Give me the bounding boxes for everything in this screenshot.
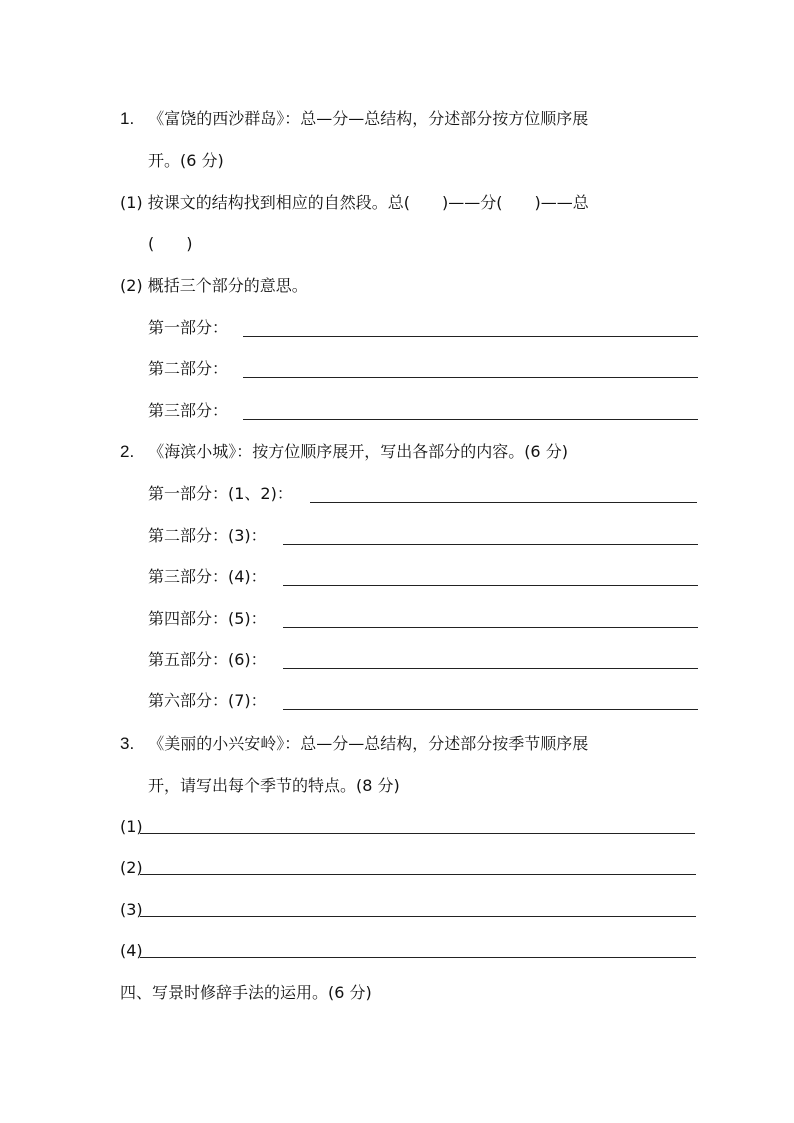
q2-part-3-label: 第三部分：(4)： — [148, 567, 267, 586]
q1-part-1-label: 第一部分： — [148, 318, 229, 337]
q2-part-4-answer-line[interactable] — [283, 627, 698, 628]
question-1-text-continued: 开。(6 分) — [148, 151, 224, 170]
q1-part-3-answer-line[interactable] — [243, 419, 698, 420]
question-2-text: 《海滨小城》：按方位顺序展开，写出各部分的内容。(6 分) — [148, 442, 568, 461]
question-1-sub2: (2) 概括三个部分的意思。 — [120, 276, 308, 295]
question-3-text: 《美丽的小兴安岭》：总—分—总结构，分述部分按季节顺序展 — [148, 734, 589, 753]
q1-part-2-answer-line[interactable] — [243, 377, 698, 378]
q1-part-2-label: 第二部分： — [148, 359, 229, 378]
q2-part-2-answer-line[interactable] — [283, 544, 698, 545]
q3-item-3-answer-line[interactable] — [140, 916, 696, 917]
q3-item-1-answer-line[interactable] — [140, 833, 695, 834]
q3-item-3-label: (3) — [120, 900, 143, 919]
q2-part-4-label: 第四部分：(5)： — [148, 609, 267, 628]
question-1-number: 1. — [120, 109, 135, 128]
q1-part-1-answer-line[interactable] — [243, 336, 698, 337]
q2-part-6-answer-line[interactable] — [283, 709, 698, 710]
question-1-sub1: (1) 按课文的结构找到相应的自然段。总( )——分( )——总 — [120, 193, 589, 212]
section-4-heading: 四、写景时修辞手法的运用。(6 分) — [120, 983, 372, 1002]
question-2-number: 2. — [120, 442, 135, 461]
q2-part-2-label: 第二部分：(3)： — [148, 526, 267, 545]
q2-part-5-answer-line[interactable] — [283, 668, 698, 669]
q3-item-1-label: (1) — [120, 817, 143, 836]
q3-item-4-label: (4) — [120, 941, 143, 960]
question-1-sub1-continued: ( ) — [148, 234, 193, 253]
question-3 — [120, 733, 588, 755]
question-3-text-continued: 开，请写出每个季节的特点。(8 分) — [148, 776, 400, 795]
q2-part-3-answer-line[interactable] — [283, 585, 698, 586]
q3-item-4-answer-line[interactable] — [140, 957, 696, 958]
q1-part-3-label: 第三部分： — [148, 401, 229, 420]
question-2 — [120, 441, 568, 463]
q2-part-6-label: 第六部分：(7)： — [148, 691, 267, 710]
q3-item-2-label: (2) — [120, 858, 143, 877]
q2-part-5-label: 第五部分：(6)： — [148, 650, 267, 669]
question-3-number: 3. — [120, 734, 135, 753]
question-1-text: 《富饶的西沙群岛》：总—分—总结构，分述部分按方位顺序展 — [148, 109, 589, 128]
q3-item-2-answer-line[interactable] — [140, 874, 696, 875]
q2-part-1-label: 第一部分：(1、2)： — [148, 484, 293, 503]
question-1 — [120, 108, 588, 130]
q2-part-1-answer-line[interactable] — [310, 502, 697, 503]
